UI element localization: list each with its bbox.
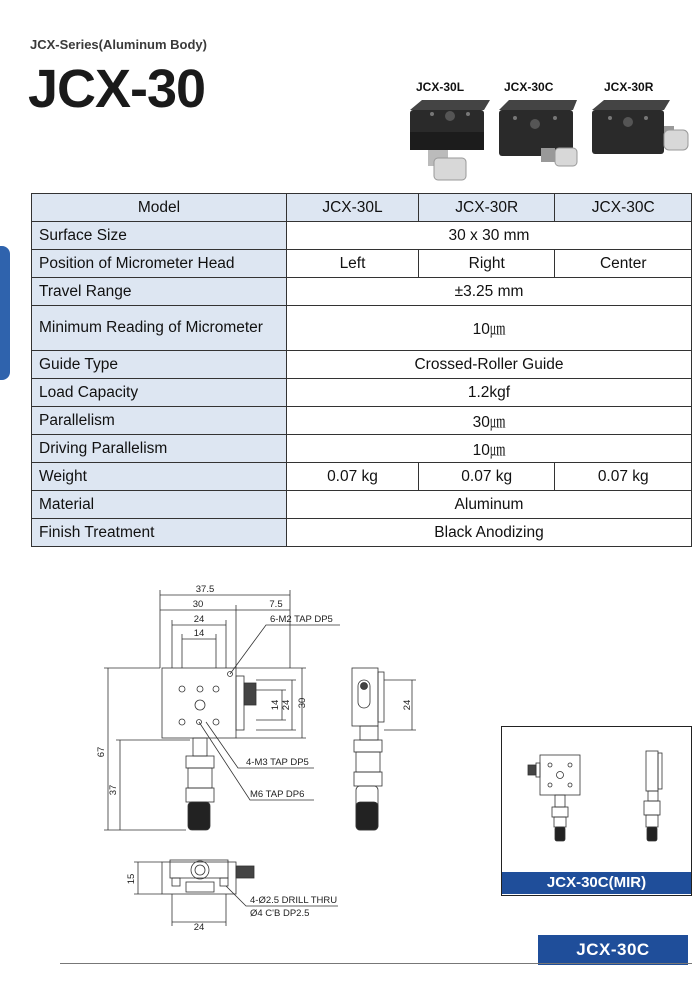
row-value: 10㎛ xyxy=(287,306,692,351)
header-c: JCX-30C xyxy=(555,194,692,222)
mir-drawing xyxy=(502,727,688,873)
row-value: Center xyxy=(555,250,692,278)
row-label: Surface Size xyxy=(32,222,287,250)
bottom-divider xyxy=(60,963,692,964)
row-value: 1.2kgf xyxy=(287,379,692,407)
row-value: 30㎛ xyxy=(287,407,692,435)
row-label: Load Capacity xyxy=(32,379,287,407)
dim-14-top: 14 xyxy=(193,628,205,639)
row-label: Travel Range xyxy=(32,278,287,306)
dimension-labels xyxy=(96,584,413,933)
dim-24-side: 24 xyxy=(281,699,292,711)
dim-37: 37 xyxy=(108,784,119,796)
row-value: Right xyxy=(418,250,555,278)
row-label: Position of Micrometer Head xyxy=(32,250,287,278)
header-r: JCX-30R xyxy=(418,194,555,222)
row-value: Black Anodizing xyxy=(287,519,692,547)
row-value: 0.07 kg xyxy=(555,463,692,491)
photo-label-r: JCX-30R xyxy=(604,80,654,94)
dim-24-right: 24 xyxy=(402,699,413,711)
row-value: Left xyxy=(287,250,419,278)
dim-14-side: 14 xyxy=(270,699,281,711)
row-label: Driving Parallelism xyxy=(32,435,287,463)
header-l: JCX-30L xyxy=(287,194,419,222)
row-label: Weight xyxy=(32,463,287,491)
series-subtitle: JCX-Series(Aluminum Body) xyxy=(30,37,207,52)
dim-24-top: 24 xyxy=(193,614,205,625)
row-value: 10㎛ xyxy=(287,435,692,463)
row-value: ±3.25 mm xyxy=(287,278,692,306)
mir-label: JCX-30C(MIR) xyxy=(502,872,691,894)
dim-30-side: 30 xyxy=(297,697,308,709)
row-value: 30 x 30 mm xyxy=(287,222,692,250)
note-m2-tap: 6-M2 TAP DP5 xyxy=(270,614,333,625)
dim-67: 67 xyxy=(96,746,107,758)
model-badge: JCX-30C xyxy=(538,935,688,965)
row-value: Crossed-Roller Guide xyxy=(287,351,692,379)
photo-label-c: JCX-30C xyxy=(504,80,554,94)
row-value: Aluminum xyxy=(287,491,692,519)
dim-24-bottom: 24 xyxy=(193,922,205,933)
note-m3-tap: 4-M3 TAP DP5 xyxy=(246,757,309,768)
row-value: 0.07 kg xyxy=(418,463,555,491)
dim-37-5: 37.5 xyxy=(195,584,215,595)
dim-7-5: 7.5 xyxy=(269,599,283,610)
note-m6-tap: M6 TAP DP6 xyxy=(250,789,305,800)
row-label: Material xyxy=(32,491,287,519)
note-drill: 4-Ø2.5 DRILL THRU xyxy=(250,895,338,906)
dim-30-top: 30 xyxy=(192,599,204,610)
page-title: JCX-30 xyxy=(28,59,206,119)
header-model: Model xyxy=(32,194,287,222)
photo-label-l: JCX-30L xyxy=(416,80,465,94)
mir-variant-box xyxy=(501,726,692,896)
row-label: Finish Treatment xyxy=(32,519,287,547)
row-label: Minimum Reading of Micrometer xyxy=(32,306,287,351)
row-label: Guide Type xyxy=(32,351,287,379)
note-counterbore: Ø4 C'B DP2.5 xyxy=(250,908,310,919)
row-value: 0.07 kg xyxy=(287,463,419,491)
row-label: Parallelism xyxy=(32,407,287,435)
dim-15: 15 xyxy=(126,873,137,885)
